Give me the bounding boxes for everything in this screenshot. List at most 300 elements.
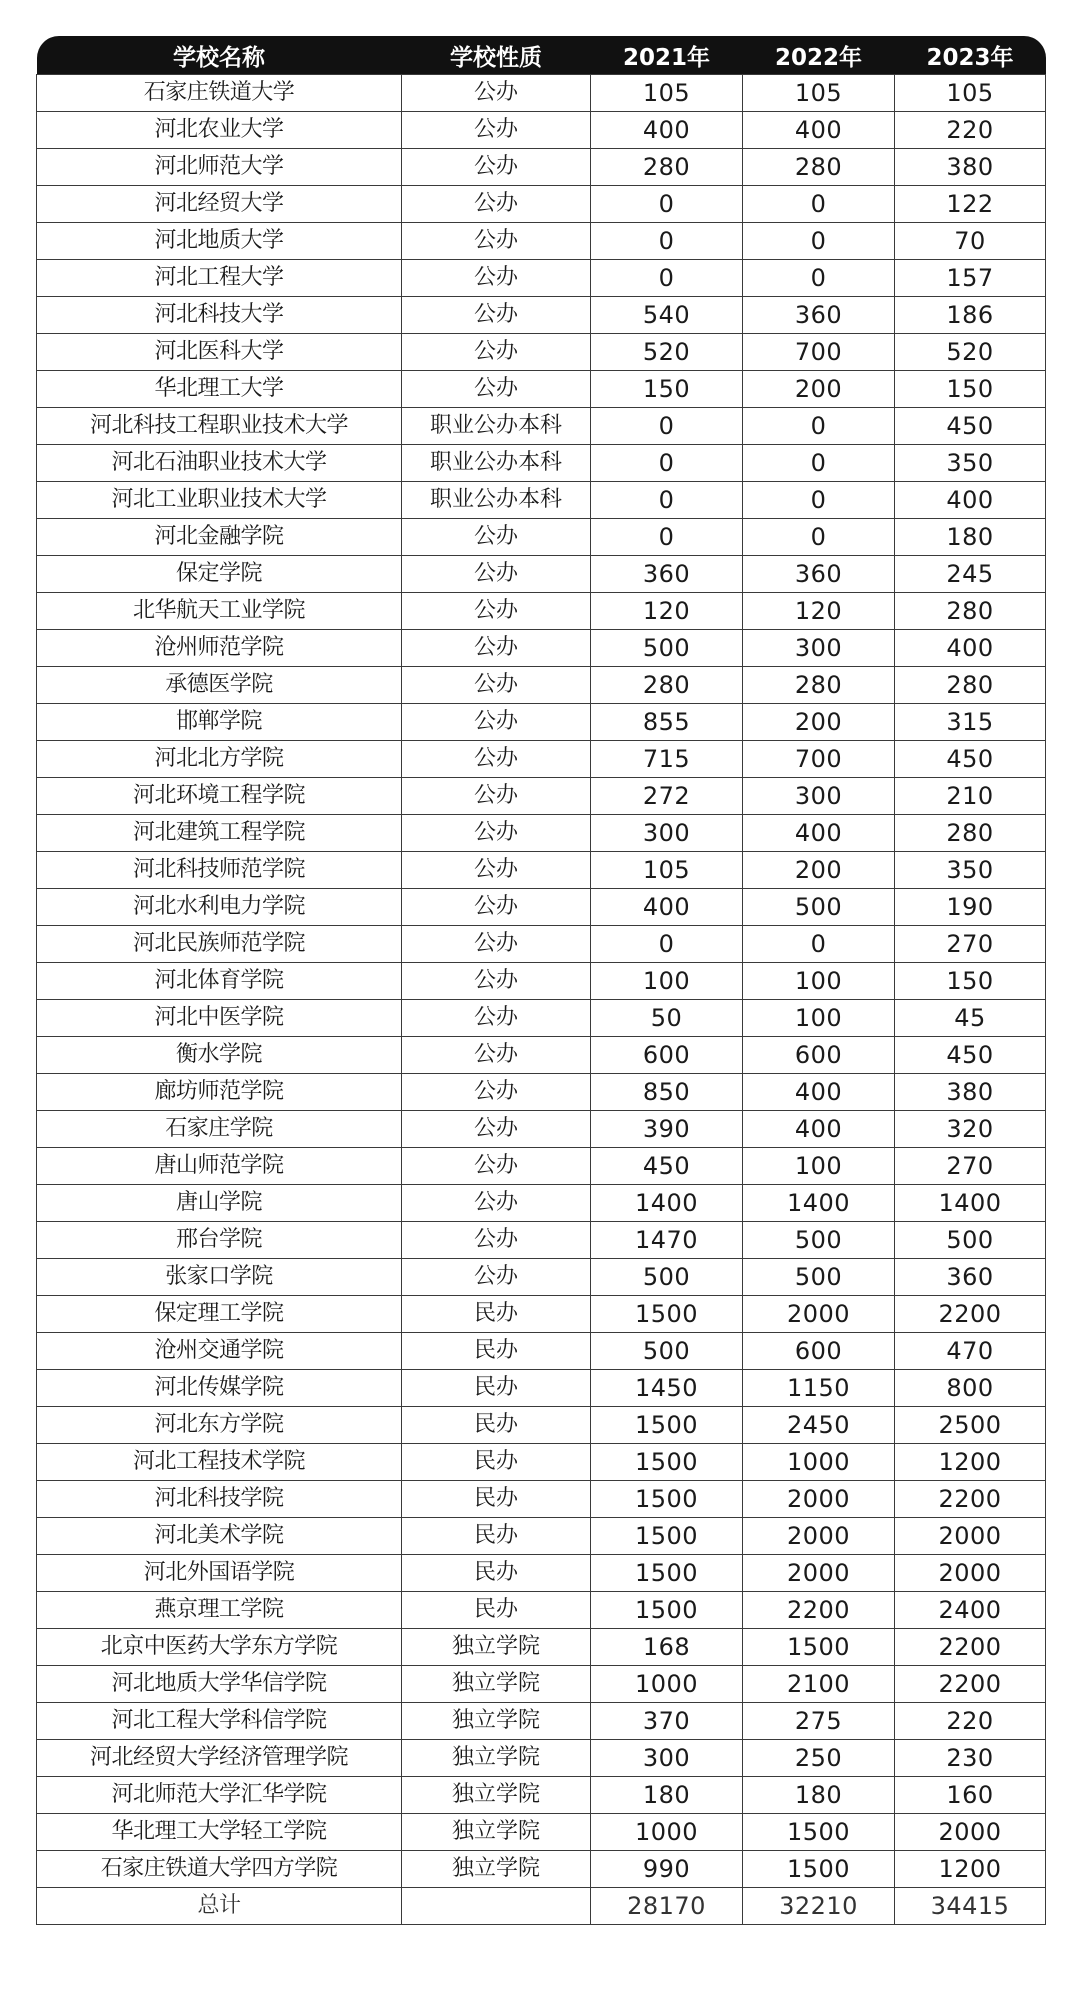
- table-row: [37, 704, 1046, 741]
- table-row: [37, 852, 1046, 889]
- year-2021-cell: 1500: [591, 1592, 743, 1629]
- table-row: [37, 1259, 1046, 1296]
- school-name-cell: 保定学院: [37, 556, 402, 593]
- school-type-cell: 职业公办本科: [402, 482, 591, 519]
- table-row: [37, 371, 1046, 408]
- year-2023-cell: 270: [895, 926, 1046, 963]
- year-2022-cell: 0: [743, 445, 895, 482]
- table-row: [37, 778, 1046, 815]
- year-2023-cell: 186: [895, 297, 1046, 334]
- year-2023-cell: 210: [895, 778, 1046, 815]
- school-type-cell: 公办: [402, 334, 591, 371]
- year-2021-cell: 1470: [591, 1222, 743, 1259]
- school-name-cell: 河北中医学院: [37, 1000, 402, 1037]
- year-2022-cell: 1500: [743, 1851, 895, 1888]
- table-row: [37, 593, 1046, 630]
- school-type-cell: 公办: [402, 223, 591, 260]
- school-type-cell: 独立学院: [402, 1666, 591, 1703]
- school-type-cell: 民办: [402, 1333, 591, 1370]
- year-2022-cell: 400: [743, 815, 895, 852]
- school-name-cell: 河北建筑工程学院: [37, 815, 402, 852]
- year-2021-cell: 1450: [591, 1370, 743, 1407]
- year-2021-cell: 500: [591, 630, 743, 667]
- school-name-cell: 沧州交通学院: [37, 1333, 402, 1370]
- year-2021-cell: 360: [591, 556, 743, 593]
- year-2022-cell: 100: [743, 1148, 895, 1185]
- year-2022-cell: 100: [743, 963, 895, 1000]
- year-2023-cell: 245: [895, 556, 1046, 593]
- year-2021-cell: 0: [591, 445, 743, 482]
- enrollment-table: [36, 36, 1046, 1925]
- year-2023-cell: 380: [895, 1074, 1046, 1111]
- year-2023-cell: 400: [895, 482, 1046, 519]
- school-name-cell: 河北医科大学: [37, 334, 402, 371]
- year-2023-cell: 500: [895, 1222, 1046, 1259]
- year-2023-cell: 280: [895, 667, 1046, 704]
- year-2021-cell: 280: [591, 667, 743, 704]
- school-type-cell: 职业公办本科: [402, 408, 591, 445]
- table-body: [37, 75, 1046, 1925]
- school-type-cell: 公办: [402, 556, 591, 593]
- year-2022-cell: 280: [743, 667, 895, 704]
- year-2021-cell: 100: [591, 963, 743, 1000]
- school-type-cell: 民办: [402, 1555, 591, 1592]
- school-type-cell: 公办: [402, 1222, 591, 1259]
- year-2021-cell: 1000: [591, 1666, 743, 1703]
- table-row: [37, 297, 1046, 334]
- school-type-cell: 民办: [402, 1296, 591, 1333]
- school-name-cell: 河北科技师范学院: [37, 852, 402, 889]
- table-row: [37, 1851, 1046, 1888]
- year-2022-cell: 1000: [743, 1444, 895, 1481]
- table-row: [37, 260, 1046, 297]
- year-2023-cell: 450: [895, 741, 1046, 778]
- year-2021-cell: 500: [591, 1333, 743, 1370]
- year-2023-cell: 450: [895, 408, 1046, 445]
- school-name-cell: 邢台学院: [37, 1222, 402, 1259]
- table-row: [37, 223, 1046, 260]
- year-2021-cell: 600: [591, 1037, 743, 1074]
- year-2023-cell: 45: [895, 1000, 1046, 1037]
- year-2021-cell: 540: [591, 297, 743, 334]
- table-row: [37, 1481, 1046, 1518]
- table-row: [37, 1555, 1046, 1592]
- header-row: [37, 36, 1046, 75]
- year-2022-cell: 600: [743, 1037, 895, 1074]
- table-row: [37, 112, 1046, 149]
- school-name-cell: 河北经贸大学: [37, 186, 402, 223]
- total-label-cell: 总计: [37, 1888, 402, 1925]
- school-name-cell: 河北金融学院: [37, 519, 402, 556]
- year-2022-cell: 120: [743, 593, 895, 630]
- table-row: [37, 1000, 1046, 1037]
- year-2022-cell: 360: [743, 556, 895, 593]
- year-2021-cell: 370: [591, 1703, 743, 1740]
- school-type-cell: 公办: [402, 593, 591, 630]
- header-school-name: 学校名称: [37, 36, 402, 75]
- table-row: [37, 186, 1046, 223]
- year-2021-cell: 0: [591, 482, 743, 519]
- year-2022-cell: 2000: [743, 1296, 895, 1333]
- school-type-cell: 公办: [402, 1037, 591, 1074]
- year-2021-cell: 105: [591, 75, 743, 112]
- school-type-cell: 公办: [402, 186, 591, 223]
- year-2021-cell: 1000: [591, 1814, 743, 1851]
- total-2021-cell: 28170: [591, 1888, 743, 1925]
- table-row: [37, 1740, 1046, 1777]
- table-row: [37, 1185, 1046, 1222]
- school-type-cell: 民办: [402, 1518, 591, 1555]
- year-2022-cell: 100: [743, 1000, 895, 1037]
- school-type-cell: 公办: [402, 1259, 591, 1296]
- table-row: [37, 630, 1046, 667]
- year-2023-cell: 190: [895, 889, 1046, 926]
- year-2021-cell: 168: [591, 1629, 743, 1666]
- year-2023-cell: 2200: [895, 1481, 1046, 1518]
- school-type-cell: 公办: [402, 519, 591, 556]
- year-2021-cell: 450: [591, 1148, 743, 1185]
- school-type-cell: 民办: [402, 1481, 591, 1518]
- school-type-cell: 公办: [402, 704, 591, 741]
- year-2022-cell: 360: [743, 297, 895, 334]
- header-school-type: 学校性质: [402, 36, 591, 75]
- year-2022-cell: 400: [743, 112, 895, 149]
- school-type-cell: 公办: [402, 112, 591, 149]
- year-2022-cell: 2200: [743, 1592, 895, 1629]
- year-2022-cell: 1500: [743, 1814, 895, 1851]
- school-name-cell: 河北民族师范学院: [37, 926, 402, 963]
- year-2021-cell: 0: [591, 223, 743, 260]
- year-2021-cell: 850: [591, 1074, 743, 1111]
- table-row: [37, 1777, 1046, 1814]
- school-type-cell: 独立学院: [402, 1740, 591, 1777]
- year-2021-cell: 0: [591, 408, 743, 445]
- school-name-cell: 河北环境工程学院: [37, 778, 402, 815]
- school-name-cell: 河北工程大学科信学院: [37, 1703, 402, 1740]
- school-type-cell: 民办: [402, 1407, 591, 1444]
- table-row: [37, 1296, 1046, 1333]
- year-2022-cell: 200: [743, 704, 895, 741]
- school-name-cell: 河北传媒学院: [37, 1370, 402, 1407]
- table-row: [37, 519, 1046, 556]
- year-2021-cell: 180: [591, 1777, 743, 1814]
- table-row: [37, 1444, 1046, 1481]
- year-2022-cell: 700: [743, 741, 895, 778]
- year-2023-cell: 70: [895, 223, 1046, 260]
- year-2021-cell: 120: [591, 593, 743, 630]
- school-name-cell: 河北外国语学院: [37, 1555, 402, 1592]
- school-name-cell: 河北科技工程职业技术大学: [37, 408, 402, 445]
- header-year-2021: 2021年: [591, 36, 743, 75]
- year-2023-cell: 520: [895, 334, 1046, 371]
- year-2022-cell: 0: [743, 408, 895, 445]
- school-name-cell: 石家庄铁道大学四方学院: [37, 1851, 402, 1888]
- table-row: [37, 741, 1046, 778]
- school-name-cell: 河北美术学院: [37, 1518, 402, 1555]
- table-row: [37, 445, 1046, 482]
- header-year-2022: 2022年: [743, 36, 895, 75]
- year-2022-cell: 500: [743, 889, 895, 926]
- year-2021-cell: 390: [591, 1111, 743, 1148]
- year-2023-cell: 800: [895, 1370, 1046, 1407]
- year-2023-cell: 380: [895, 149, 1046, 186]
- year-2021-cell: 0: [591, 260, 743, 297]
- year-2023-cell: 350: [895, 445, 1046, 482]
- table-row: [37, 556, 1046, 593]
- table-row: [37, 963, 1046, 1000]
- year-2022-cell: 500: [743, 1259, 895, 1296]
- year-2022-cell: 300: [743, 778, 895, 815]
- year-2022-cell: 400: [743, 1111, 895, 1148]
- year-2023-cell: 400: [895, 630, 1046, 667]
- school-name-cell: 河北工程技术学院: [37, 1444, 402, 1481]
- year-2023-cell: 270: [895, 1148, 1046, 1185]
- table-row: [37, 1148, 1046, 1185]
- school-type-cell: 独立学院: [402, 1777, 591, 1814]
- year-2021-cell: 1400: [591, 1185, 743, 1222]
- year-2023-cell: 320: [895, 1111, 1046, 1148]
- school-name-cell: 河北师范大学: [37, 149, 402, 186]
- school-type-cell: 民办: [402, 1444, 591, 1481]
- school-name-cell: 华北理工大学轻工学院: [37, 1814, 402, 1851]
- school-name-cell: 河北地质大学华信学院: [37, 1666, 402, 1703]
- school-type-cell: 公办: [402, 1185, 591, 1222]
- school-name-cell: 河北石油职业技术大学: [37, 445, 402, 482]
- year-2023-cell: 150: [895, 371, 1046, 408]
- table-row: [37, 1037, 1046, 1074]
- school-name-cell: 河北经贸大学经济管理学院: [37, 1740, 402, 1777]
- school-name-cell: 华北理工大学: [37, 371, 402, 408]
- school-type-cell: 职业公办本科: [402, 445, 591, 482]
- school-type-cell: 民办: [402, 1592, 591, 1629]
- year-2023-cell: 1200: [895, 1444, 1046, 1481]
- year-2021-cell: 715: [591, 741, 743, 778]
- year-2023-cell: 220: [895, 112, 1046, 149]
- table-row: [37, 1222, 1046, 1259]
- year-2022-cell: 2000: [743, 1555, 895, 1592]
- year-2023-cell: 230: [895, 1740, 1046, 1777]
- year-2021-cell: 272: [591, 778, 743, 815]
- year-2023-cell: 105: [895, 75, 1046, 112]
- year-2022-cell: 200: [743, 371, 895, 408]
- table-row: [37, 1666, 1046, 1703]
- school-name-cell: 承德医学院: [37, 667, 402, 704]
- year-2023-cell: 2000: [895, 1518, 1046, 1555]
- school-type-cell: 公办: [402, 75, 591, 112]
- year-2023-cell: 2400: [895, 1592, 1046, 1629]
- year-2022-cell: 2000: [743, 1481, 895, 1518]
- year-2021-cell: 0: [591, 519, 743, 556]
- school-name-cell: 衡水学院: [37, 1037, 402, 1074]
- school-type-cell: 公办: [402, 260, 591, 297]
- table-row: [37, 1407, 1046, 1444]
- year-2021-cell: 1500: [591, 1444, 743, 1481]
- table-row: [37, 1814, 1046, 1851]
- school-name-cell: 石家庄学院: [37, 1111, 402, 1148]
- year-2021-cell: 400: [591, 112, 743, 149]
- year-2023-cell: 122: [895, 186, 1046, 223]
- year-2022-cell: 0: [743, 926, 895, 963]
- school-name-cell: 邯郸学院: [37, 704, 402, 741]
- school-type-cell: 公办: [402, 1111, 591, 1148]
- table-row: [37, 1518, 1046, 1555]
- year-2023-cell: 315: [895, 704, 1046, 741]
- year-2023-cell: 220: [895, 1703, 1046, 1740]
- school-type-cell: 公办: [402, 889, 591, 926]
- school-type-cell: 独立学院: [402, 1814, 591, 1851]
- total-type-cell: [402, 1888, 591, 1925]
- school-type-cell: 公办: [402, 667, 591, 704]
- school-name-cell: 唐山师范学院: [37, 1148, 402, 1185]
- table-row: [37, 149, 1046, 186]
- table-row: [37, 667, 1046, 704]
- school-name-cell: 燕京理工学院: [37, 1592, 402, 1629]
- year-2021-cell: 50: [591, 1000, 743, 1037]
- year-2022-cell: 1500: [743, 1629, 895, 1666]
- year-2022-cell: 1150: [743, 1370, 895, 1407]
- school-type-cell: 公办: [402, 630, 591, 667]
- year-2023-cell: 1400: [895, 1185, 1046, 1222]
- table-row: [37, 1370, 1046, 1407]
- year-2021-cell: 500: [591, 1259, 743, 1296]
- year-2023-cell: 360: [895, 1259, 1046, 1296]
- year-2023-cell: 350: [895, 852, 1046, 889]
- year-2023-cell: 280: [895, 815, 1046, 852]
- school-name-cell: 河北体育学院: [37, 963, 402, 1000]
- year-2021-cell: 105: [591, 852, 743, 889]
- year-2022-cell: 500: [743, 1222, 895, 1259]
- table-row: [37, 926, 1046, 963]
- table-row: [37, 482, 1046, 519]
- total-2022-cell: 32210: [743, 1888, 895, 1925]
- year-2023-cell: 2200: [895, 1629, 1046, 1666]
- year-2022-cell: 0: [743, 482, 895, 519]
- year-2022-cell: 700: [743, 334, 895, 371]
- school-type-cell: 公办: [402, 926, 591, 963]
- table-row: [37, 889, 1046, 926]
- year-2021-cell: 300: [591, 815, 743, 852]
- year-2022-cell: 105: [743, 75, 895, 112]
- school-type-cell: 公办: [402, 1000, 591, 1037]
- year-2023-cell: 157: [895, 260, 1046, 297]
- school-name-cell: 张家口学院: [37, 1259, 402, 1296]
- school-type-cell: 公办: [402, 815, 591, 852]
- table-row: [37, 1333, 1046, 1370]
- school-type-cell: 公办: [402, 297, 591, 334]
- year-2021-cell: 0: [591, 926, 743, 963]
- school-name-cell: 河北东方学院: [37, 1407, 402, 1444]
- year-2021-cell: 280: [591, 149, 743, 186]
- enrollment-table-container: [36, 36, 1045, 1925]
- year-2022-cell: 600: [743, 1333, 895, 1370]
- year-2022-cell: 200: [743, 852, 895, 889]
- year-2022-cell: 180: [743, 1777, 895, 1814]
- school-type-cell: 公办: [402, 852, 591, 889]
- year-2022-cell: 280: [743, 149, 895, 186]
- year-2021-cell: 520: [591, 334, 743, 371]
- year-2021-cell: 1500: [591, 1407, 743, 1444]
- school-type-cell: 公办: [402, 1148, 591, 1185]
- year-2021-cell: 300: [591, 1740, 743, 1777]
- school-name-cell: 河北农业大学: [37, 112, 402, 149]
- school-name-cell: 保定理工学院: [37, 1296, 402, 1333]
- year-2021-cell: 1500: [591, 1518, 743, 1555]
- year-2021-cell: 1500: [591, 1555, 743, 1592]
- school-name-cell: 北京中医药大学东方学院: [37, 1629, 402, 1666]
- school-name-cell: 唐山学院: [37, 1185, 402, 1222]
- year-2021-cell: 400: [591, 889, 743, 926]
- year-2022-cell: 0: [743, 186, 895, 223]
- year-2022-cell: 300: [743, 630, 895, 667]
- school-name-cell: 河北工程大学: [37, 260, 402, 297]
- school-name-cell: 河北师范大学汇华学院: [37, 1777, 402, 1814]
- school-name-cell: 河北工业职业技术大学: [37, 482, 402, 519]
- year-2023-cell: 2500: [895, 1407, 1046, 1444]
- table-row: [37, 815, 1046, 852]
- year-2022-cell: 275: [743, 1703, 895, 1740]
- year-2021-cell: 990: [591, 1851, 743, 1888]
- table-row: [37, 408, 1046, 445]
- year-2023-cell: 280: [895, 593, 1046, 630]
- school-name-cell: 沧州师范学院: [37, 630, 402, 667]
- year-2022-cell: 0: [743, 260, 895, 297]
- header-year-2023: 2023年: [895, 36, 1046, 75]
- school-type-cell: 公办: [402, 778, 591, 815]
- school-name-cell: 廊坊师范学院: [37, 1074, 402, 1111]
- school-type-cell: 独立学院: [402, 1629, 591, 1666]
- year-2022-cell: 2100: [743, 1666, 895, 1703]
- school-type-cell: 独立学院: [402, 1851, 591, 1888]
- school-name-cell: 河北北方学院: [37, 741, 402, 778]
- school-type-cell: 公办: [402, 963, 591, 1000]
- year-2022-cell: 250: [743, 1740, 895, 1777]
- school-type-cell: 民办: [402, 1370, 591, 1407]
- year-2023-cell: 2000: [895, 1555, 1046, 1592]
- year-2021-cell: 855: [591, 704, 743, 741]
- school-type-cell: 独立学院: [402, 1703, 591, 1740]
- table-row: [37, 334, 1046, 371]
- school-name-cell: 石家庄铁道大学: [37, 75, 402, 112]
- table-row: [37, 1111, 1046, 1148]
- table-row: [37, 1074, 1046, 1111]
- table-row: [37, 1703, 1046, 1740]
- year-2021-cell: 1500: [591, 1481, 743, 1518]
- year-2023-cell: 150: [895, 963, 1046, 1000]
- year-2023-cell: 450: [895, 1037, 1046, 1074]
- year-2023-cell: 2200: [895, 1666, 1046, 1703]
- year-2021-cell: 1500: [591, 1296, 743, 1333]
- school-type-cell: 公办: [402, 371, 591, 408]
- year-2023-cell: 1200: [895, 1851, 1046, 1888]
- school-type-cell: 公办: [402, 1074, 591, 1111]
- school-type-cell: 公办: [402, 149, 591, 186]
- year-2022-cell: 1400: [743, 1185, 895, 1222]
- year-2023-cell: 160: [895, 1777, 1046, 1814]
- school-type-cell: 公办: [402, 741, 591, 778]
- year-2021-cell: 0: [591, 186, 743, 223]
- total-2023-cell: 34415: [895, 1888, 1046, 1925]
- table-row: [37, 1592, 1046, 1629]
- school-name-cell: 北华航天工业学院: [37, 593, 402, 630]
- year-2021-cell: 150: [591, 371, 743, 408]
- year-2022-cell: 0: [743, 223, 895, 260]
- year-2023-cell: 2200: [895, 1296, 1046, 1333]
- total-row: [37, 1888, 1046, 1925]
- table-header: [37, 36, 1046, 75]
- year-2023-cell: 470: [895, 1333, 1046, 1370]
- table-row: [37, 75, 1046, 112]
- school-name-cell: 河北水利电力学院: [37, 889, 402, 926]
